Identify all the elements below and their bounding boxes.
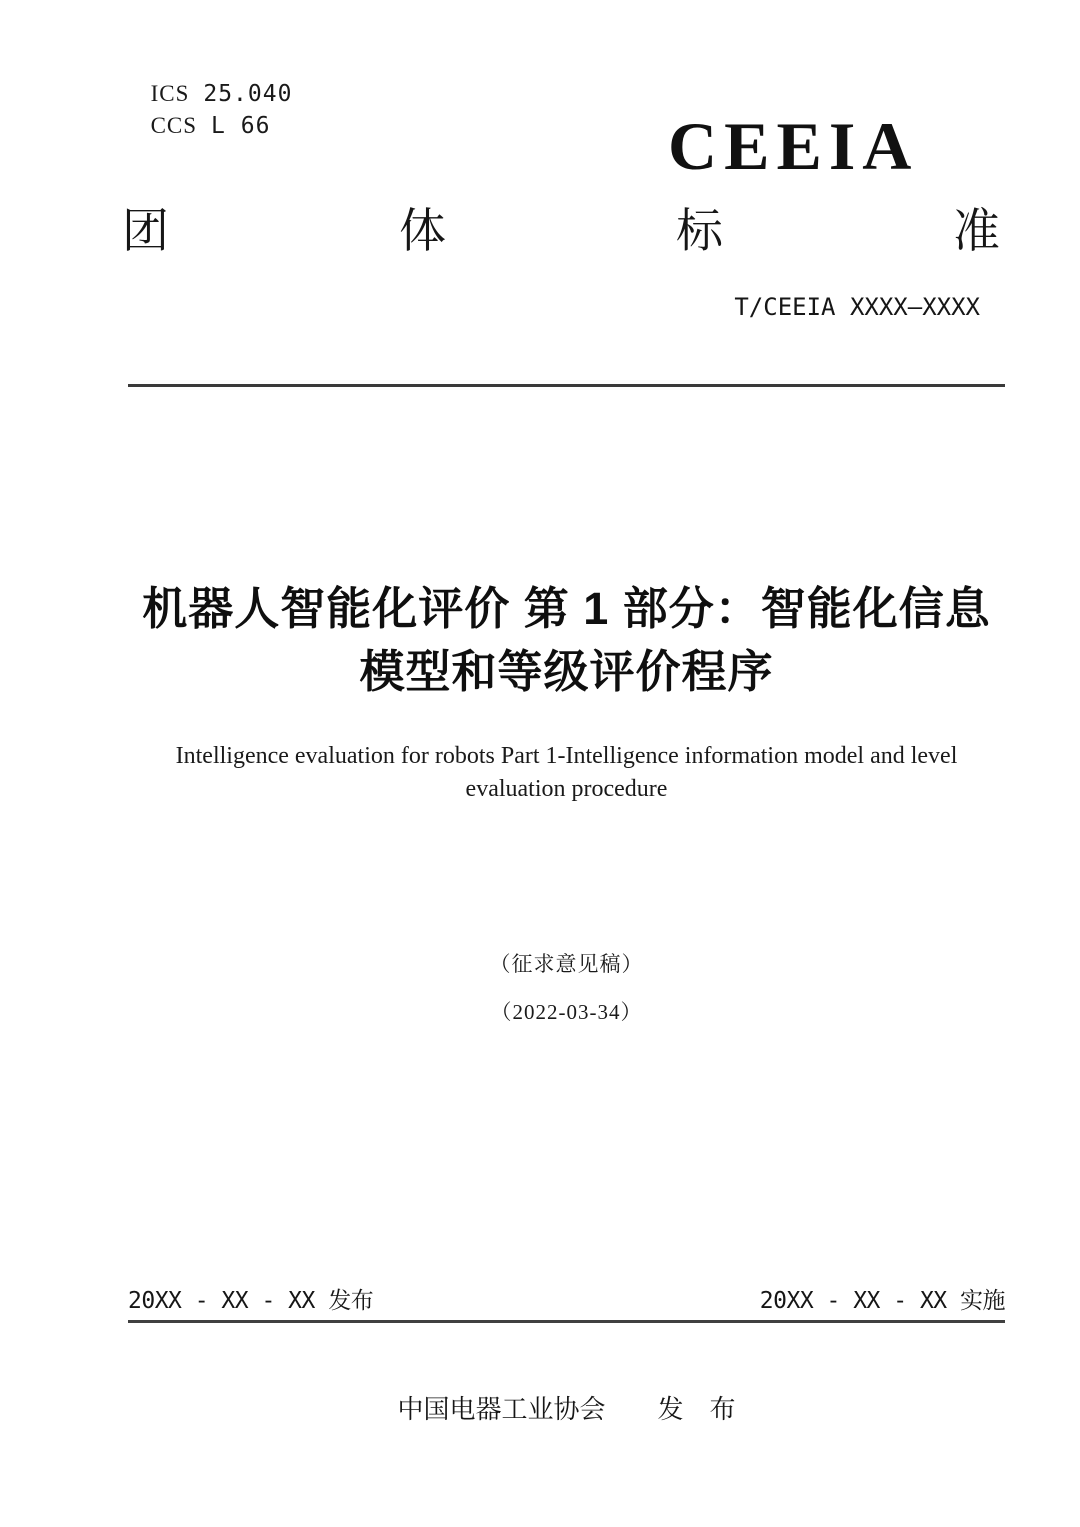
draft-date: （2022-03-34） <box>490 1000 643 1024</box>
ccs-value: L 66 <box>211 113 271 139</box>
doc-title-en-line2: evaluation procedure <box>465 776 668 802</box>
ccs-code-row <box>125 80 270 171</box>
standard-type-char: 标 <box>676 204 723 257</box>
draft-status-note: （征求意见稿） <box>489 952 644 976</box>
standard-type-char: 团 <box>122 204 169 257</box>
ics-value: 25.040 <box>203 81 293 107</box>
issue-date <box>128 1284 373 1317</box>
footer-dates-row <box>128 1284 1005 1317</box>
doc-title-zh <box>128 577 1005 703</box>
publisher-line: 中国电器工业协会 发 布 <box>397 1394 736 1424</box>
header-divider <box>128 384 1005 387</box>
issue-date-label: 发布 <box>328 1287 374 1313</box>
doc-title-en-line1: Intelligence evaluation for robots Part 1-Intelligence information model and level <box>175 743 958 769</box>
implement-date-value: 20XX - XX - XX <box>759 1288 960 1314</box>
standard-type-char: 准 <box>953 204 1000 257</box>
issue-date-value: 20XX - XX - XX <box>128 1288 329 1314</box>
standard-type-char: 体 <box>399 204 446 257</box>
standard-type-row <box>122 203 1000 259</box>
footer-divider <box>128 1320 1005 1323</box>
ccs-label: CCS <box>150 113 198 138</box>
standard-number: T/CEEIA XXXX—XXXX <box>734 293 980 321</box>
ceeia-logo: CEEIA <box>668 108 919 184</box>
implement-date <box>760 1284 1005 1317</box>
doc-title-zh-line2: 模型和等级评价程序 <box>359 646 774 697</box>
doc-title-zh-line1: 机器人智能化评价 第 1 部分：智能化信息 <box>142 583 991 634</box>
doc-title-en <box>128 740 1005 806</box>
implement-date-label: 实施 <box>960 1287 1005 1313</box>
ics-label: ICS <box>150 81 190 106</box>
